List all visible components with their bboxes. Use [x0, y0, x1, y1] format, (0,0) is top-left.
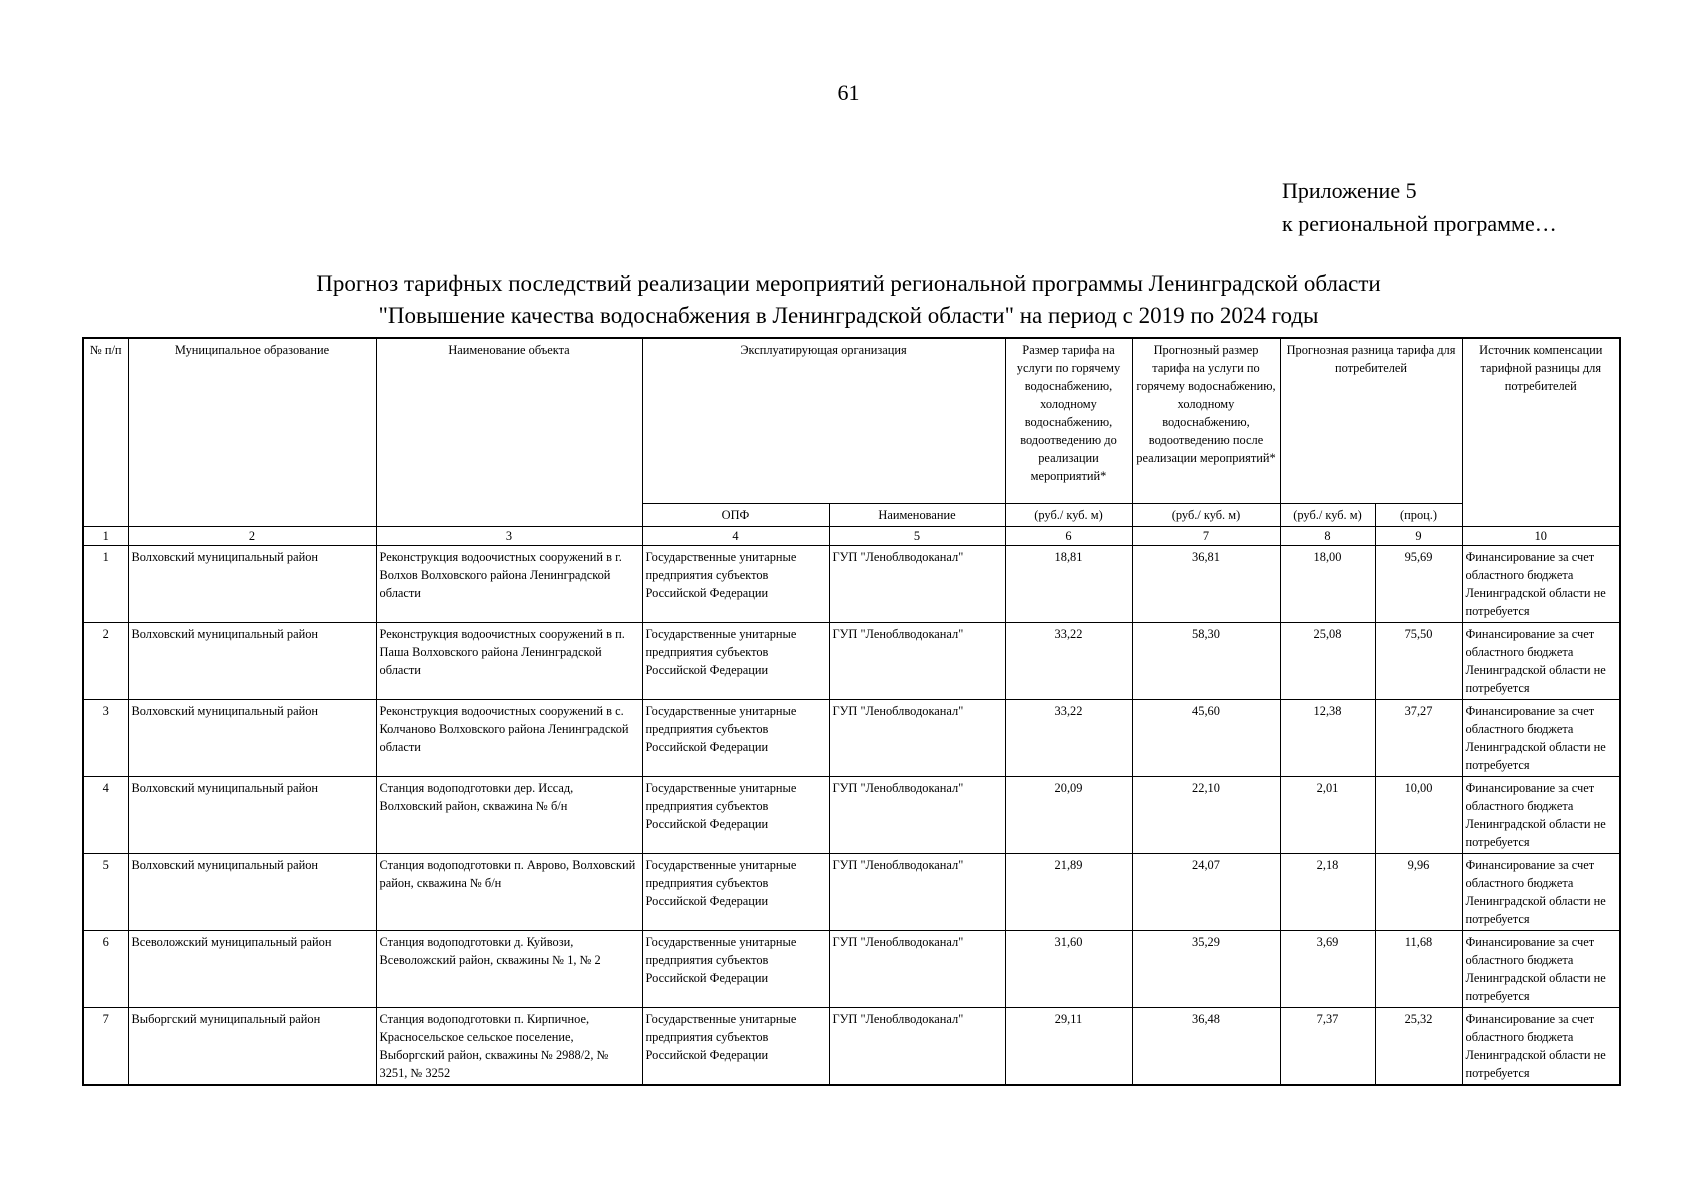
cell-object: Реконструкция водоочистных сооружений в г. Волхов Волховского района Ленинградской области — [376, 546, 642, 623]
table-row — [83, 623, 1620, 700]
cell-difference-pct: 95,69 — [1375, 546, 1462, 623]
cell-tariff-after: 45,60 — [1132, 700, 1280, 777]
cell-num: 2 — [83, 623, 128, 700]
header-source: Источник компенсации тарифной разницы для потребителей — [1462, 338, 1620, 527]
column-number: 2 — [128, 527, 376, 546]
cell-municipality: Волховский муниципальный район — [128, 623, 376, 700]
cell-difference: 3,69 — [1280, 931, 1375, 1008]
column-number: 9 — [1375, 527, 1462, 546]
cell-object: Станция водоподготовки п. Аврово, Волховский район, скважина № б/н — [376, 854, 642, 931]
cell-tariff-before: 20,09 — [1005, 777, 1132, 854]
header-difference: Прогнозная разница тарифа для потребителей — [1280, 338, 1462, 504]
column-number: 4 — [642, 527, 829, 546]
cell-num: 3 — [83, 700, 128, 777]
table-header-row — [83, 338, 1620, 504]
cell-source: Финансирование за счет областного бюджета Ленинградской области не потребуется — [1462, 700, 1620, 777]
cell-difference: 7,37 — [1280, 1008, 1375, 1086]
table-row — [83, 777, 1620, 854]
table-row — [83, 854, 1620, 931]
cell-difference: 25,08 — [1280, 623, 1375, 700]
cell-num: 4 — [83, 777, 128, 854]
cell-municipality: Волховский муниципальный район — [128, 854, 376, 931]
column-number: 3 — [376, 527, 642, 546]
cell-difference-pct: 25,32 — [1375, 1008, 1462, 1086]
cell-operator: ГУП "Леноблводоканал" — [829, 546, 1005, 623]
header-tariff-before: Размер тарифа на услуги по горячему водоснабжению, холодному водоснабжению, водоотведению до реализации мероприятий* — [1005, 338, 1132, 504]
header-operator-name: Наименование — [829, 504, 1005, 527]
cell-municipality: Выборгский муниципальный район — [128, 1008, 376, 1086]
cell-difference-pct: 75,50 — [1375, 623, 1462, 700]
cell-operator: ГУП "Леноблводоканал" — [829, 1008, 1005, 1086]
page-number: 61 — [837, 80, 860, 105]
cell-object: Реконструкция водоочистных сооружений в п. Паша Волховского района Ленинградской области — [376, 623, 642, 700]
header-unit-before: (руб./ куб. м) — [1005, 504, 1132, 527]
column-number: 5 — [829, 527, 1005, 546]
cell-opf: Государственные унитарные предприятия субъектов Российской Федерации — [642, 700, 829, 777]
cell-difference-pct: 37,27 — [1375, 700, 1462, 777]
cell-tariff-before: 33,22 — [1005, 700, 1132, 777]
table-row — [83, 931, 1620, 1008]
cell-difference-pct: 10,00 — [1375, 777, 1462, 854]
cell-difference: 12,38 — [1280, 700, 1375, 777]
header-opf: ОПФ — [642, 504, 829, 527]
cell-opf: Государственные унитарные предприятия субъектов Российской Федерации — [642, 546, 829, 623]
cell-municipality: Волховский муниципальный район — [128, 700, 376, 777]
cell-object: Станция водоподготовки дер. Иссад, Волховский район, скважина № б/н — [376, 777, 642, 854]
cell-operator: ГУП "Леноблводоканал" — [829, 931, 1005, 1008]
cell-num: 1 — [83, 546, 128, 623]
column-number: 10 — [1462, 527, 1620, 546]
cell-tariff-before: 18,81 — [1005, 546, 1132, 623]
appendix-line-2: к региональной программе… — [1282, 211, 1557, 236]
cell-source: Финансирование за счет областного бюджета Ленинградской области не потребуется — [1462, 854, 1620, 931]
document-title-line-1: Прогноз тарифных последствий реализации мероприятий региональной программы Ленинградской области — [316, 271, 1381, 296]
cell-num: 5 — [83, 854, 128, 931]
column-number: 1 — [83, 527, 128, 546]
cell-operator: ГУП "Леноблводоканал" — [829, 854, 1005, 931]
table-row — [83, 1008, 1620, 1086]
cell-object: Реконструкция водоочистных сооружений в с. Колчаново Волховского района Ленинградской области — [376, 700, 642, 777]
tariff-forecast-table — [82, 337, 1621, 1086]
cell-tariff-before: 29,11 — [1005, 1008, 1132, 1086]
cell-opf: Государственные унитарные предприятия субъектов Российской Федерации — [642, 854, 829, 931]
cell-opf: Государственные унитарные предприятия субъектов Российской Федерации — [642, 1008, 829, 1086]
cell-num: 6 — [83, 931, 128, 1008]
cell-source: Финансирование за счет областного бюджета Ленинградской области не потребуется — [1462, 623, 1620, 700]
header-num: № п/п — [83, 338, 128, 527]
cell-source: Финансирование за счет областного бюджета Ленинградской области не потребуется — [1462, 546, 1620, 623]
cell-source: Финансирование за счет областного бюджета Ленинградской области не потребуется — [1462, 931, 1620, 1008]
cell-operator: ГУП "Леноблводоканал" — [829, 777, 1005, 854]
cell-municipality: Волховский муниципальный район — [128, 546, 376, 623]
cell-difference: 2,18 — [1280, 854, 1375, 931]
cell-operator: ГУП "Леноблводоканал" — [829, 700, 1005, 777]
header-unit-diff-pct: (проц.) — [1375, 504, 1462, 527]
cell-difference: 2,01 — [1280, 777, 1375, 854]
appendix-reference — [1282, 174, 1557, 240]
column-number: 6 — [1005, 527, 1132, 546]
cell-opf: Государственные унитарные предприятия субъектов Российской Федерации — [642, 931, 829, 1008]
cell-tariff-after: 58,30 — [1132, 623, 1280, 700]
appendix-line-1: Приложение 5 — [1282, 178, 1417, 203]
cell-tariff-after: 36,48 — [1132, 1008, 1280, 1086]
document-title — [0, 268, 1697, 332]
cell-source: Финансирование за счет областного бюджета Ленинградской области не потребуется — [1462, 1008, 1620, 1086]
cell-num: 7 — [83, 1008, 128, 1086]
cell-tariff-after: 22,10 — [1132, 777, 1280, 854]
column-number: 7 — [1132, 527, 1280, 546]
cell-tariff-before: 31,60 — [1005, 931, 1132, 1008]
cell-tariff-after: 36,81 — [1132, 546, 1280, 623]
cell-object: Станция водоподготовки п. Кирпичное, Красносельское сельское поселение, Выборгский район, скважины № 2988/2, № 3251, № 3252 — [376, 1008, 642, 1086]
header-municipality: Муниципальное образование — [128, 338, 376, 527]
cell-municipality: Всеволожский муниципальный район — [128, 931, 376, 1008]
header-unit-after: (руб./ куб. м) — [1132, 504, 1280, 527]
document-title-line-2: "Повышение качества водоснабжения в Ленинградской области" на период с 2019 по 2024 годы — [378, 303, 1319, 328]
cell-tariff-before: 21,89 — [1005, 854, 1132, 931]
header-operator: Эксплуатирующая организация — [642, 338, 1005, 504]
table-row — [83, 546, 1620, 623]
cell-tariff-after: 35,29 — [1132, 931, 1280, 1008]
header-unit-diff-abs: (руб./ куб. м) — [1280, 504, 1375, 527]
column-numbers-row — [83, 527, 1620, 546]
header-object: Наименование объекта — [376, 338, 642, 527]
cell-operator: ГУП "Леноблводоканал" — [829, 623, 1005, 700]
cell-tariff-before: 33,22 — [1005, 623, 1132, 700]
cell-difference: 18,00 — [1280, 546, 1375, 623]
cell-object: Станция водоподготовки д. Куйвози, Всеволожский район, скважины № 1, № 2 — [376, 931, 642, 1008]
cell-difference-pct: 11,68 — [1375, 931, 1462, 1008]
header-tariff-after: Прогнозный размер тарифа на услуги по горячему водоснабжению, холодному водоснабжению, водоотведению после реализации мероприятий* — [1132, 338, 1280, 504]
cell-municipality: Волховский муниципальный район — [128, 777, 376, 854]
cell-source: Финансирование за счет областного бюджета Ленинградской области не потребуется — [1462, 777, 1620, 854]
table-row — [83, 700, 1620, 777]
column-number: 8 — [1280, 527, 1375, 546]
cell-tariff-after: 24,07 — [1132, 854, 1280, 931]
cell-difference-pct: 9,96 — [1375, 854, 1462, 931]
cell-opf: Государственные унитарные предприятия субъектов Российской Федерации — [642, 777, 829, 854]
cell-opf: Государственные унитарные предприятия субъектов Российской Федерации — [642, 623, 829, 700]
